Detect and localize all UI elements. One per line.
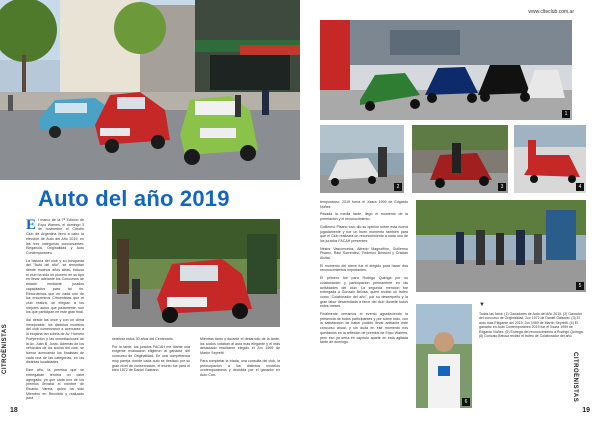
photo-number: 5	[576, 282, 584, 290]
paragraph: Pasada la media tarde, llegó el momento de la premiación y el reconocimiento.	[320, 212, 408, 222]
main-street-photo	[0, 0, 300, 180]
article-column-3	[200, 337, 280, 407]
paragraph: Para completar la tríada, una consulta del club, la preocupación a los distintos modelos contemporáneos y decidida por el ganador en Auto Con-	[200, 358, 280, 377]
paragraph: Mientras tanto y durante el desarrollo de la tarde, los socios votaban al auto más elegante y el más destacado resultaron elegido el 2cv 1969 de Martín Sepretti.	[200, 337, 280, 356]
photo-1-winners	[320, 20, 572, 120]
photo-3-elegance	[412, 125, 508, 193]
red-car-photo	[112, 219, 280, 327]
article-column-1	[26, 218, 84, 404]
photo-number: 1	[562, 110, 570, 118]
photo-6-collaborator	[416, 304, 472, 408]
paragraph: Por la tarde, los jurados FACAH me diante una exigente evaluación eligieron al ganador del concurso de Originalidad. En una competencia muy pareja, donde cada auto se destacó por su gran nivel de conservación, el triunfo fue para el bleu 1972 de Daniel Galeano.	[112, 344, 190, 373]
paragraph: La historia del club y su búsqueda del "Auto del año", se remontan desde muchos años atrás, incluso el club ha sido un pionero en su tipo en llevar adelante los Concursos de estado mediante jurados capacitados para tal fin. Recordemos que en cada uno de los encuentros Citroenistas que el club realiza, se elegían a los mejores autos que justamente, son los que participan en este gran final.	[26, 258, 84, 315]
section-label-right: CITROËNISTAS	[571, 352, 578, 403]
article-title: Auto del año 2019	[38, 186, 230, 211]
paragraph: Néstor Vasconcelos, Alfredo Magnolfino, Guillermo Pisano, Raúl Sorrentino, Federico Brissoni y Cristian Alvital.	[320, 246, 408, 261]
caption-arrow-icon: ▼	[479, 302, 485, 308]
photo-number: 3	[498, 183, 506, 191]
page-number-left: 18	[10, 407, 18, 414]
paragraph: celebrar estos 30 años del Centenario.	[112, 337, 174, 341]
site-url: www.clteclub.com.ar	[528, 9, 574, 15]
paragraph: Así desde las once y con un clima inmejorable, los distintos modelos del club comenzaron a acercarse a la esquina tan sobria de Av. Honorio Pueyrredón y las inmediaciones de la Av. Juan B. Justo. Además de los vehículos de los socios del club, se fueron acercando los finalistas de cada una de las categorías, en las distintas localidades.	[26, 318, 84, 365]
photo-number: 2	[394, 183, 402, 191]
photo-4-contemporary	[514, 125, 586, 193]
right-page	[300, 0, 600, 424]
photo-number: 6	[462, 398, 470, 406]
paragraph: Finalmente cerramos el evento agradeciendo la presencia de todos participantes y por sobre todo, con la satisfacción de haber podido llevar adelante este concurso anual, y sin duda en ese momento nos quedamos en la reflexión de premios de Expo Warnes, pero eso ya sería en capítulo aparte en esta agitada tarde de domingo.	[320, 312, 408, 345]
article-column-4	[320, 200, 408, 410]
paragraph: Guillermo Pisano tuvo dio su opinión sobre esta nueva jugadamente y fue un buen momento también para que el Club realizara un reconocimiento a cada uno de los jurados FACAH presentes:	[320, 224, 408, 243]
photo-caption: Todas las fotos: (1) Ganadores de Auto del Año 2019. (2) Ganador del concurso de Originalidad, 2cv 1972 de Daniel Galeano. (3) El auto más Elegante del 2019, 2cv 1969 de Martín Sepretti. (4) El ganador en Auto Contemporáneo 2019 fue el Xsara 1999 de Edgardo Núñez. (5) Entrega del reconocimiento a Rodrigo Quiroga. (6) Gonzalo Belusa recibió el trofeo de Colaborador del año.	[479, 312, 584, 339]
paragraph: temporáneo: 2019 fuera el Xsara 1999 de Edgardo Núñez.	[320, 200, 408, 209]
photo-number: 4	[576, 183, 584, 191]
photo-2-originality	[320, 125, 404, 193]
paragraph: El momento del cierre fue el elegido para hacer dos reconocimientos importantes.	[320, 263, 408, 273]
section-label-left: CITROËNISTAS	[2, 323, 8, 374]
paragraph: El primero fue para Rodrigo Quiroga por su colaboración y participación permanente en las actividades del club. La segunda mención fue entregada a Gonzalo Belusa, quien recibió un trofeo como "Colaborador del año", por su desempeño y la gran labor desarrollada a favor del club durante todos estos meses.	[320, 276, 408, 309]
photo-5-recognition	[416, 200, 586, 292]
page-number-right: 19	[582, 407, 590, 414]
dropcap: E	[26, 218, 37, 233]
paragraph: l marco de la 7ª Edición de Expo Warnes, el domingo 3 de noviembre el Citroën Club de Argentina llevó a cabo la elección de Auto del Año 2019, en las tres categorías concursantes: Elegancia, Originalidad y Auto Contemporáneo.	[26, 218, 84, 255]
paragraph: Este año, la premisa que se entregaban tendría un valor agregado, ya que cada uno de los premios llevaba el nombre de Ricardo Varela, quien ha sido Miembro en Recoleta y realizado para	[26, 368, 84, 401]
article-column-2	[112, 337, 190, 407]
